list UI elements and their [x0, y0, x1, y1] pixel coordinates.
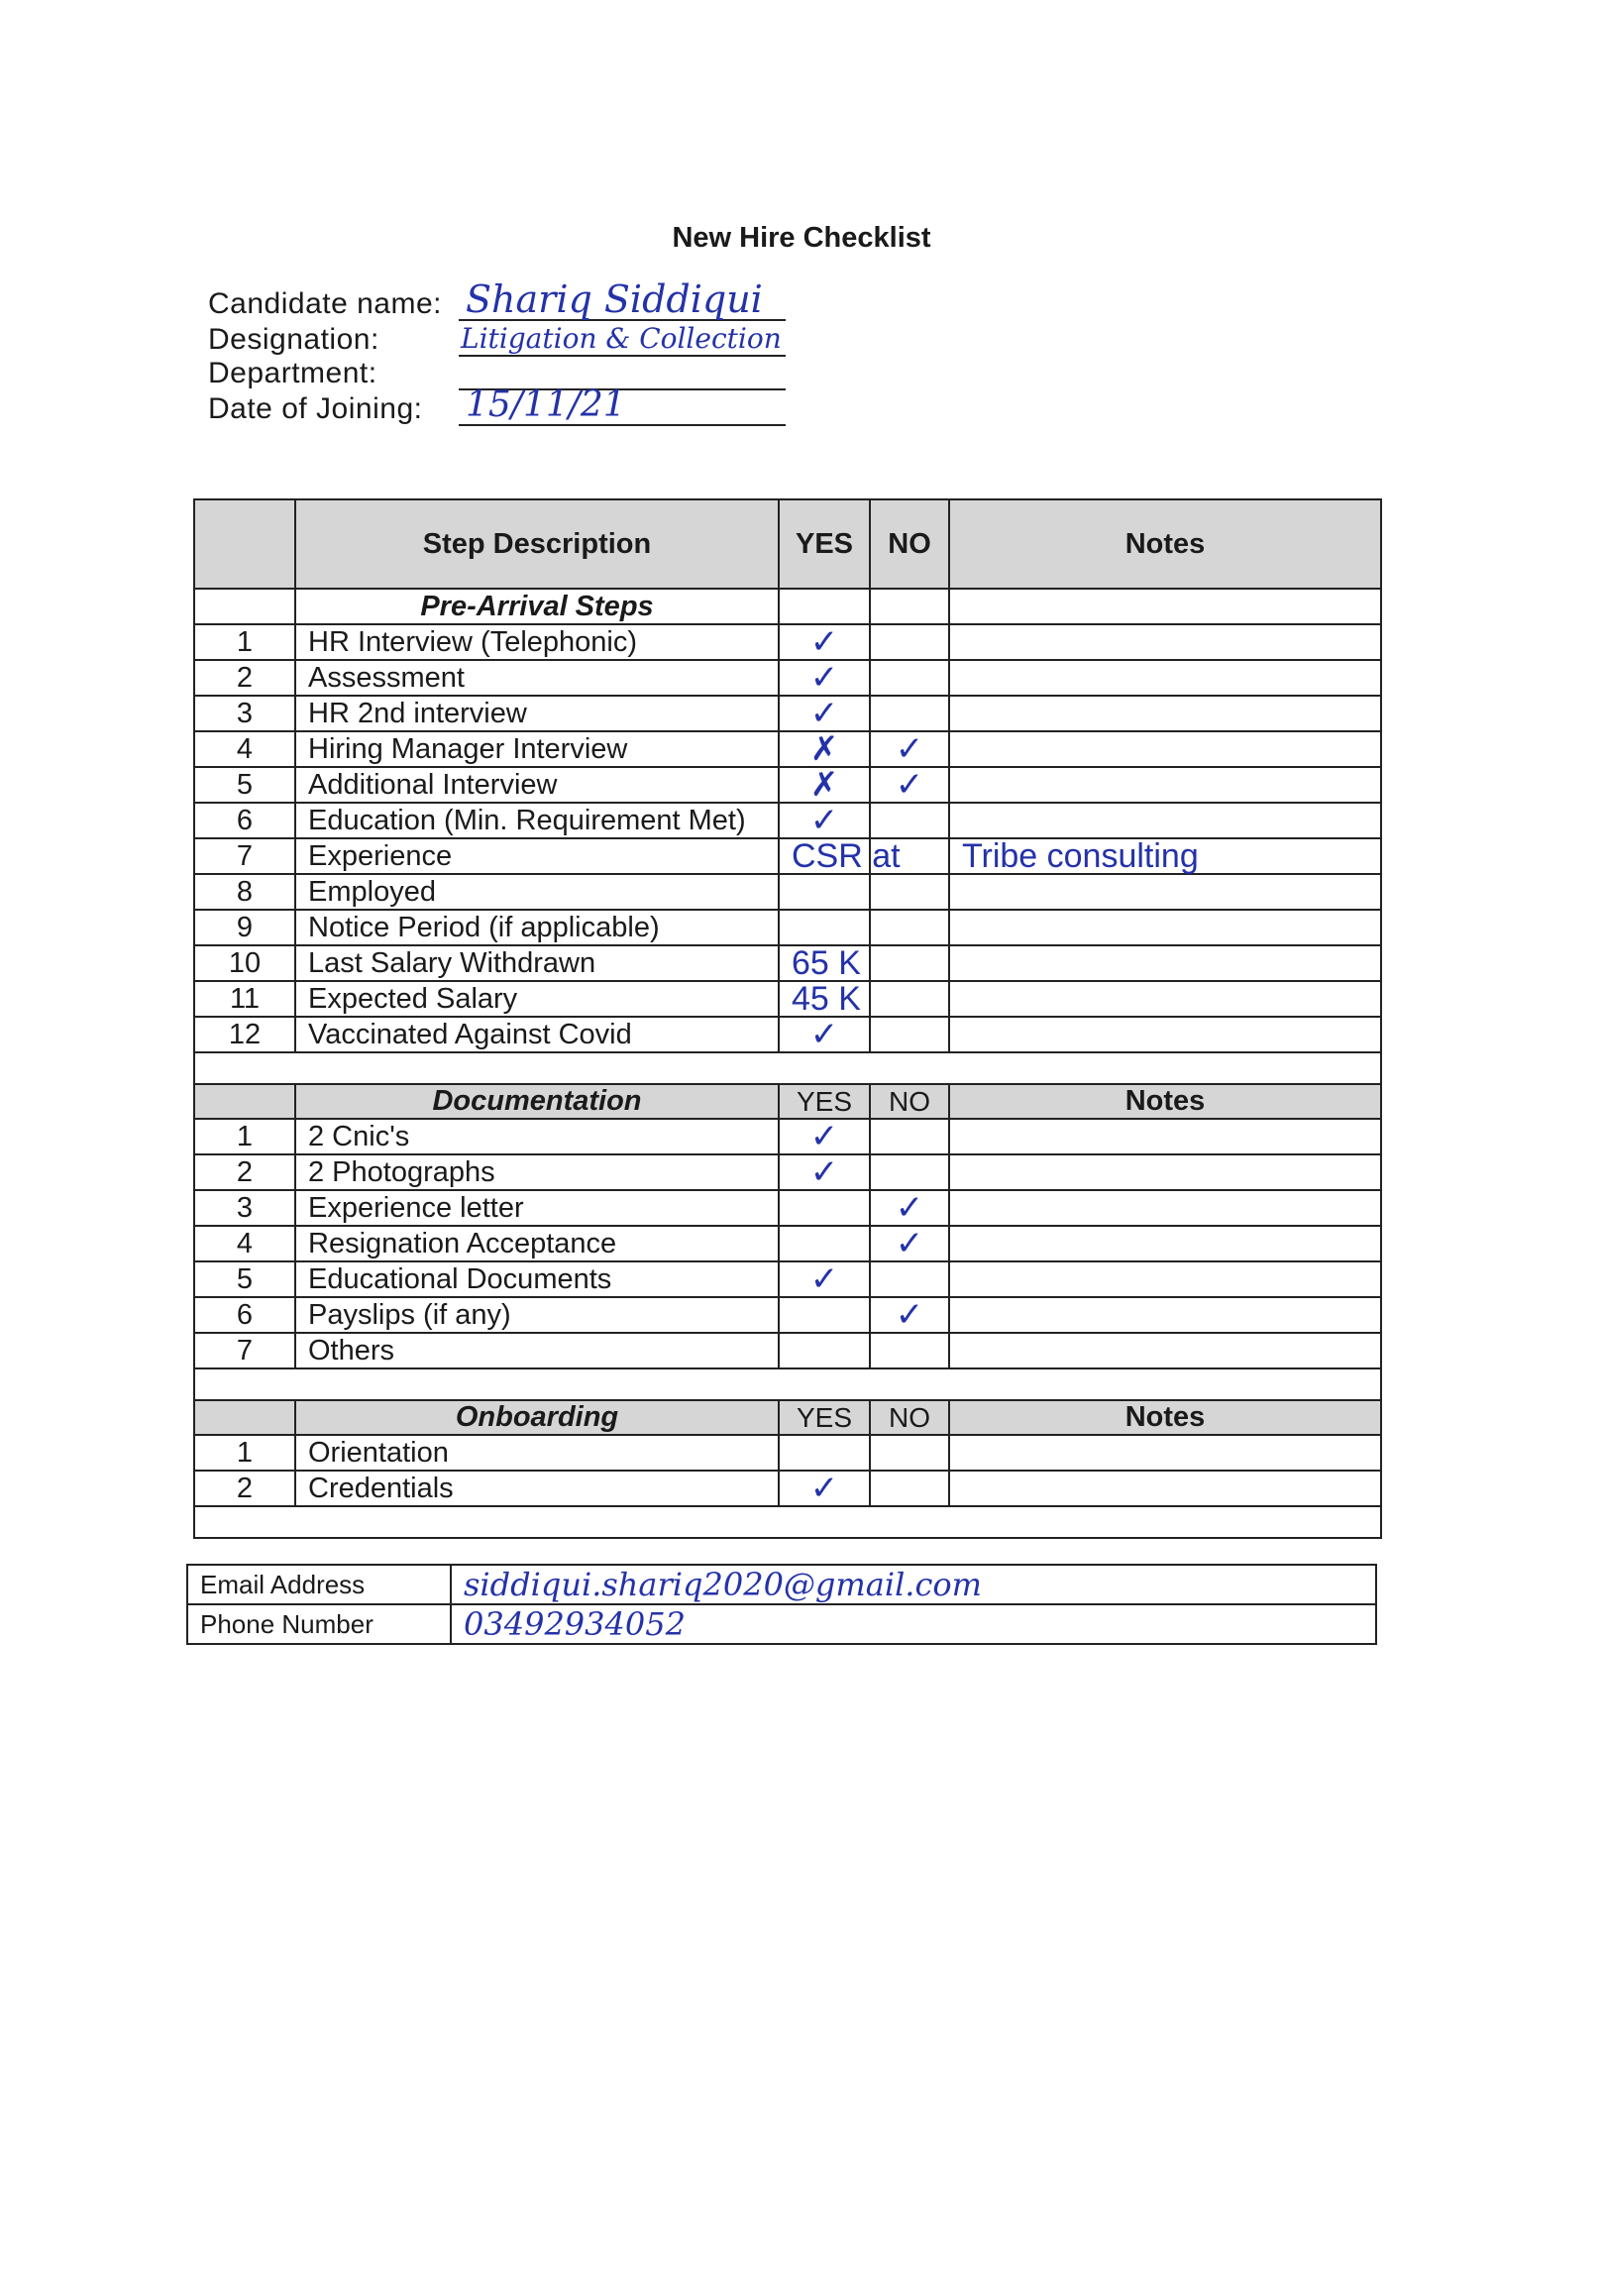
header-step-description: Step Description	[295, 499, 779, 589]
row-number: 7	[194, 1333, 295, 1368]
row-step-description: Employed	[295, 874, 779, 910]
table-header-row	[194, 499, 1381, 589]
row-number: 9	[194, 910, 295, 945]
row-notes	[949, 981, 1381, 1017]
spacer-row	[194, 1506, 1381, 1538]
table-row	[194, 1154, 1381, 1190]
row-notes	[949, 1017, 1381, 1052]
table-row	[194, 1333, 1381, 1368]
designation-line	[459, 355, 786, 357]
spacer-row	[194, 1052, 1381, 1084]
table-row	[194, 1190, 1381, 1226]
row-number: 5	[194, 767, 295, 803]
table-row	[194, 945, 1381, 981]
row-no-mark	[870, 660, 949, 696]
section-spacer	[194, 1400, 295, 1435]
table-row	[194, 910, 1381, 945]
row-yes-mark	[779, 910, 870, 945]
row-yes-mark	[779, 1297, 870, 1333]
table-row	[194, 696, 1381, 731]
section-no-header: NO	[870, 1400, 949, 1435]
section-heading-documentation: Documentation	[295, 1084, 779, 1119]
candidate-name-label: Candidate name:	[208, 287, 442, 320]
section-spacer	[949, 589, 1381, 624]
row-no-mark: ✓	[870, 767, 949, 803]
row-yes-mark: ✗	[779, 731, 870, 767]
table-row	[194, 624, 1381, 660]
date-of-joining-value: 15/11/21	[466, 384, 626, 425]
row-yes-mark: ✗	[779, 767, 870, 803]
section-notes-header: Notes	[949, 1084, 1381, 1119]
row-number: 7	[194, 838, 295, 874]
row-step-description: Education (Min. Requirement Met)	[295, 803, 779, 838]
checklist-table	[193, 498, 1382, 1539]
email-label: Email Address	[187, 1565, 451, 1604]
row-yes-mark: ✓	[779, 1017, 870, 1052]
department-label: Department:	[208, 357, 377, 389]
table-row	[194, 1435, 1381, 1471]
row-step-description: Last Salary Withdrawn	[295, 945, 779, 981]
row-step-description: Expected Salary	[295, 981, 779, 1017]
phone-cell	[451, 1604, 1376, 1644]
header-yes: YES	[779, 499, 870, 589]
row-no-mark	[870, 696, 949, 731]
designation-label: Designation:	[208, 323, 379, 356]
row-yes-mark: ✓	[779, 1119, 870, 1154]
row-yes-mark: ✓	[779, 624, 870, 660]
row-yes-mark: ✓	[779, 660, 870, 696]
table-row	[194, 1471, 1381, 1506]
header-notes: Notes	[949, 499, 1381, 589]
table-row	[194, 1297, 1381, 1333]
table-row	[194, 838, 1381, 874]
section-spacer	[870, 589, 949, 624]
row-number: 2	[194, 1471, 295, 1506]
section-yes-header: YES	[779, 1084, 870, 1119]
row-notes	[949, 1154, 1381, 1190]
row-no-mark: ✓	[870, 1226, 949, 1261]
header-no: NO	[870, 499, 949, 589]
row-yes-mark: ✓	[779, 1261, 870, 1297]
row-notes: Tribe consulting	[949, 838, 1381, 874]
row-number: 10	[194, 945, 295, 981]
table-row	[194, 1261, 1381, 1297]
row-step-description: Credentials	[295, 1471, 779, 1506]
phone-row	[187, 1604, 1376, 1644]
email-value: siddiqui.shariq2020@gmail.com	[464, 1566, 982, 1603]
table-row	[194, 660, 1381, 696]
section-spacer	[194, 589, 295, 624]
row-yes-mark: CSR at	[779, 838, 870, 874]
row-notes	[949, 767, 1381, 803]
row-notes	[949, 1226, 1381, 1261]
table-row	[194, 1226, 1381, 1261]
spacer-cell	[194, 1052, 1381, 1084]
row-step-description: Experience	[295, 838, 779, 874]
row-step-description: Assessment	[295, 660, 779, 696]
section-notes-header: Notes	[949, 1400, 1381, 1435]
row-step-description: Educational Documents	[295, 1261, 779, 1297]
section-no-header: NO	[870, 1084, 949, 1119]
section-heading-pre-arrival: Pre-Arrival Steps	[295, 589, 779, 624]
row-yes-mark	[779, 874, 870, 910]
row-number: 8	[194, 874, 295, 910]
row-step-description: Notice Period (if applicable)	[295, 910, 779, 945]
row-no-mark	[870, 981, 949, 1017]
row-no-mark: ✓	[870, 1190, 949, 1226]
row-no-mark	[870, 1017, 949, 1052]
page-title: New Hire Checklist	[672, 222, 931, 254]
row-step-description: Payslips (if any)	[295, 1297, 779, 1333]
table-row	[194, 1119, 1381, 1154]
row-number: 6	[194, 1297, 295, 1333]
row-no-mark	[870, 1471, 949, 1506]
phone-value: 03492934052	[464, 1605, 686, 1643]
section-row-pre-arrival	[194, 589, 1381, 624]
candidate-name-value: Shariq Siddiqui	[466, 277, 763, 321]
row-number: 2	[194, 1154, 295, 1190]
row-notes	[949, 1119, 1381, 1154]
row-notes	[949, 624, 1381, 660]
row-no-mark: ✓	[870, 731, 949, 767]
row-number: 1	[194, 1435, 295, 1471]
table-row	[194, 731, 1381, 767]
row-step-description: Orientation	[295, 1435, 779, 1471]
email-row	[187, 1565, 1376, 1604]
row-yes-mark: ✓	[779, 1154, 870, 1190]
row-yes-mark	[779, 1226, 870, 1261]
row-yes-mark: 65 K	[779, 945, 870, 981]
row-no-mark	[870, 803, 949, 838]
row-notes	[949, 731, 1381, 767]
row-step-description: Vaccinated Against Covid	[295, 1017, 779, 1052]
table-row	[194, 874, 1381, 910]
row-notes	[949, 803, 1381, 838]
row-notes	[949, 660, 1381, 696]
row-step-description: Additional Interview	[295, 767, 779, 803]
row-step-description: Experience letter	[295, 1190, 779, 1226]
row-yes-mark: ✓	[779, 696, 870, 731]
spacer-row	[194, 1368, 1381, 1400]
row-notes	[949, 945, 1381, 981]
section-spacer	[779, 589, 870, 624]
row-no-mark	[870, 945, 949, 981]
row-yes-mark: ✓	[779, 1471, 870, 1506]
row-notes	[949, 1190, 1381, 1226]
row-number: 2	[194, 660, 295, 696]
section-row-onboarding	[194, 1400, 1381, 1435]
row-step-description: HR Interview (Telephonic)	[295, 624, 779, 660]
row-notes	[949, 1471, 1381, 1506]
table-row	[194, 803, 1381, 838]
row-no-mark: ✓	[870, 1297, 949, 1333]
row-notes	[949, 1261, 1381, 1297]
row-step-description: Hiring Manager Interview	[295, 731, 779, 767]
section-heading-onboarding: Onboarding	[295, 1400, 779, 1435]
email-cell	[451, 1565, 1376, 1604]
row-step-description: Others	[295, 1333, 779, 1368]
phone-label: Phone Number	[187, 1604, 451, 1644]
row-no-mark	[870, 874, 949, 910]
table-row	[194, 1017, 1381, 1052]
row-yes-mark: 45 K	[779, 981, 870, 1017]
table-row	[194, 981, 1381, 1017]
row-step-description: Resignation Acceptance	[295, 1226, 779, 1261]
table-row	[194, 767, 1381, 803]
row-notes	[949, 1435, 1381, 1471]
contact-table	[186, 1564, 1377, 1645]
header-number-cell	[194, 499, 295, 589]
row-number: 12	[194, 1017, 295, 1052]
row-no-mark	[870, 1119, 949, 1154]
row-number: 1	[194, 1119, 295, 1154]
section-spacer	[194, 1084, 295, 1119]
section-yes-header: YES	[779, 1400, 870, 1435]
row-number: 4	[194, 731, 295, 767]
row-step-description: 2 Cnic's	[295, 1119, 779, 1154]
row-number: 5	[194, 1261, 295, 1297]
row-yes-mark: ✓	[779, 803, 870, 838]
row-number: 1	[194, 624, 295, 660]
row-number: 4	[194, 1226, 295, 1261]
row-number: 3	[194, 696, 295, 731]
row-notes	[949, 910, 1381, 945]
row-no-mark	[870, 910, 949, 945]
row-notes	[949, 1333, 1381, 1368]
row-notes	[949, 696, 1381, 731]
row-yes-mark	[779, 1333, 870, 1368]
row-no-mark	[870, 1261, 949, 1297]
designation-value: Litigation & Collection	[461, 322, 782, 355]
date-of-joining-label: Date of Joining:	[208, 392, 423, 425]
row-notes	[949, 874, 1381, 910]
row-step-description: HR 2nd interview	[295, 696, 779, 731]
row-number: 11	[194, 981, 295, 1017]
row-yes-mark	[779, 1190, 870, 1226]
row-step-description: 2 Photographs	[295, 1154, 779, 1190]
row-number: 3	[194, 1190, 295, 1226]
row-no-mark	[870, 1333, 949, 1368]
spacer-cell	[194, 1506, 1381, 1538]
row-no-mark	[870, 1154, 949, 1190]
row-yes-mark	[779, 1435, 870, 1471]
row-no-mark	[870, 1435, 949, 1471]
row-no-mark	[870, 624, 949, 660]
spacer-cell	[194, 1368, 1381, 1400]
section-row-documentation	[194, 1084, 1381, 1119]
row-number: 6	[194, 803, 295, 838]
row-notes	[949, 1297, 1381, 1333]
